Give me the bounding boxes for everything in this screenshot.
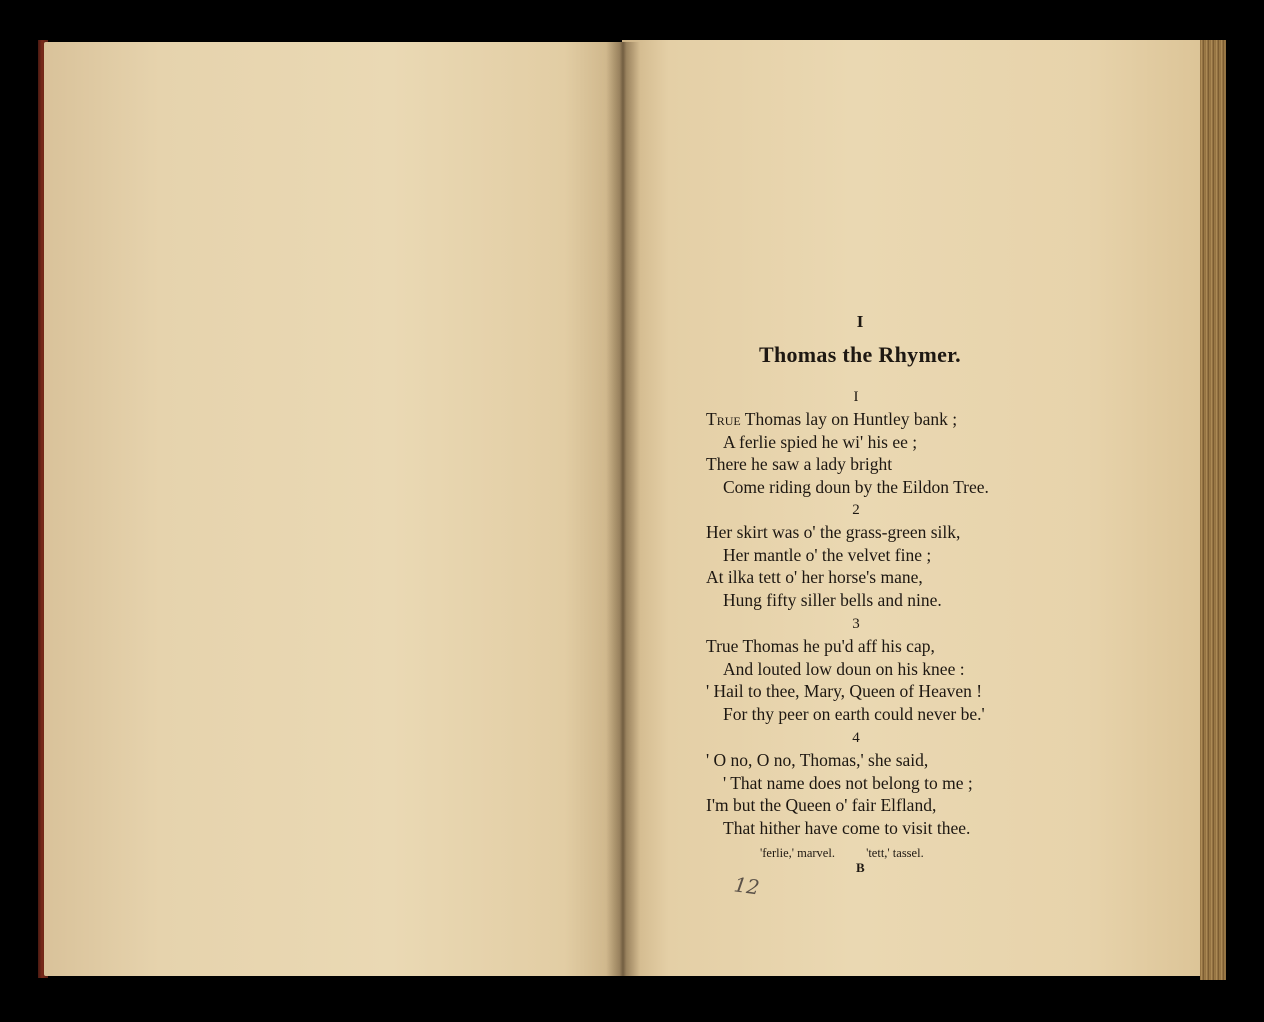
- left-page: [44, 42, 622, 976]
- page-edges: [1200, 40, 1226, 980]
- stanza-2: [706, 501, 1126, 611]
- verse-line: ' That name does not belong to me ;: [723, 772, 973, 793]
- stanza-3: [706, 615, 1126, 725]
- stanza-1: [706, 388, 1126, 498]
- verse-line: There he saw a lady bright: [706, 454, 893, 474]
- stanza-number: 3: [852, 616, 860, 632]
- verse-line: ' Hail to thee, Mary, Queen of Heaven !: [706, 681, 983, 701]
- verse-line: True Thomas he pu'd aff his cap,: [706, 636, 935, 656]
- verse-line: [706, 408, 1126, 431]
- verse-line: A ferlie spied he wi' his ee ;: [723, 431, 918, 452]
- verse-text: Thomas lay on Huntley bank ;: [740, 409, 958, 429]
- verse-line: That hither have come to visit thee.: [723, 817, 971, 838]
- poem-title: Thomas the Rhymer.: [759, 342, 961, 367]
- verse-line: ' O no, O no, Thomas,' she said,: [706, 750, 929, 770]
- stanza-number: I: [853, 389, 859, 405]
- signature-mark: B: [856, 860, 865, 875]
- verse-line: Her skirt was o' the grass-green silk,: [706, 522, 961, 542]
- stanza-4: [706, 729, 1126, 839]
- pencil-annotation: 12: [732, 872, 761, 900]
- footnotes: [760, 846, 1060, 861]
- verse-line: And louted low doun on his knee :: [723, 658, 965, 679]
- verse-line: For thy peer on earth could never be.': [723, 703, 985, 724]
- verse-lead-word: True: [706, 409, 741, 429]
- verse-line: Her mantle o' the velvet fine ;: [723, 544, 932, 565]
- footnote: 'tett,' tassel.: [866, 846, 924, 860]
- book-gutter: [606, 42, 640, 976]
- stanza-number: 2: [852, 502, 860, 518]
- footnote: 'ferlie,' marvel.: [760, 846, 835, 860]
- verse-line: Come riding doun by the Eildon Tree.: [723, 476, 989, 497]
- stanza-number: 4: [852, 730, 860, 746]
- section-number: I: [856, 312, 864, 331]
- verse-line: Hung fifty siller bells and nine.: [723, 589, 942, 610]
- verse-line: I'm but the Queen o' fair Elfland,: [706, 795, 937, 815]
- verse-line: At ilka tett o' her horse's mane,: [706, 567, 923, 587]
